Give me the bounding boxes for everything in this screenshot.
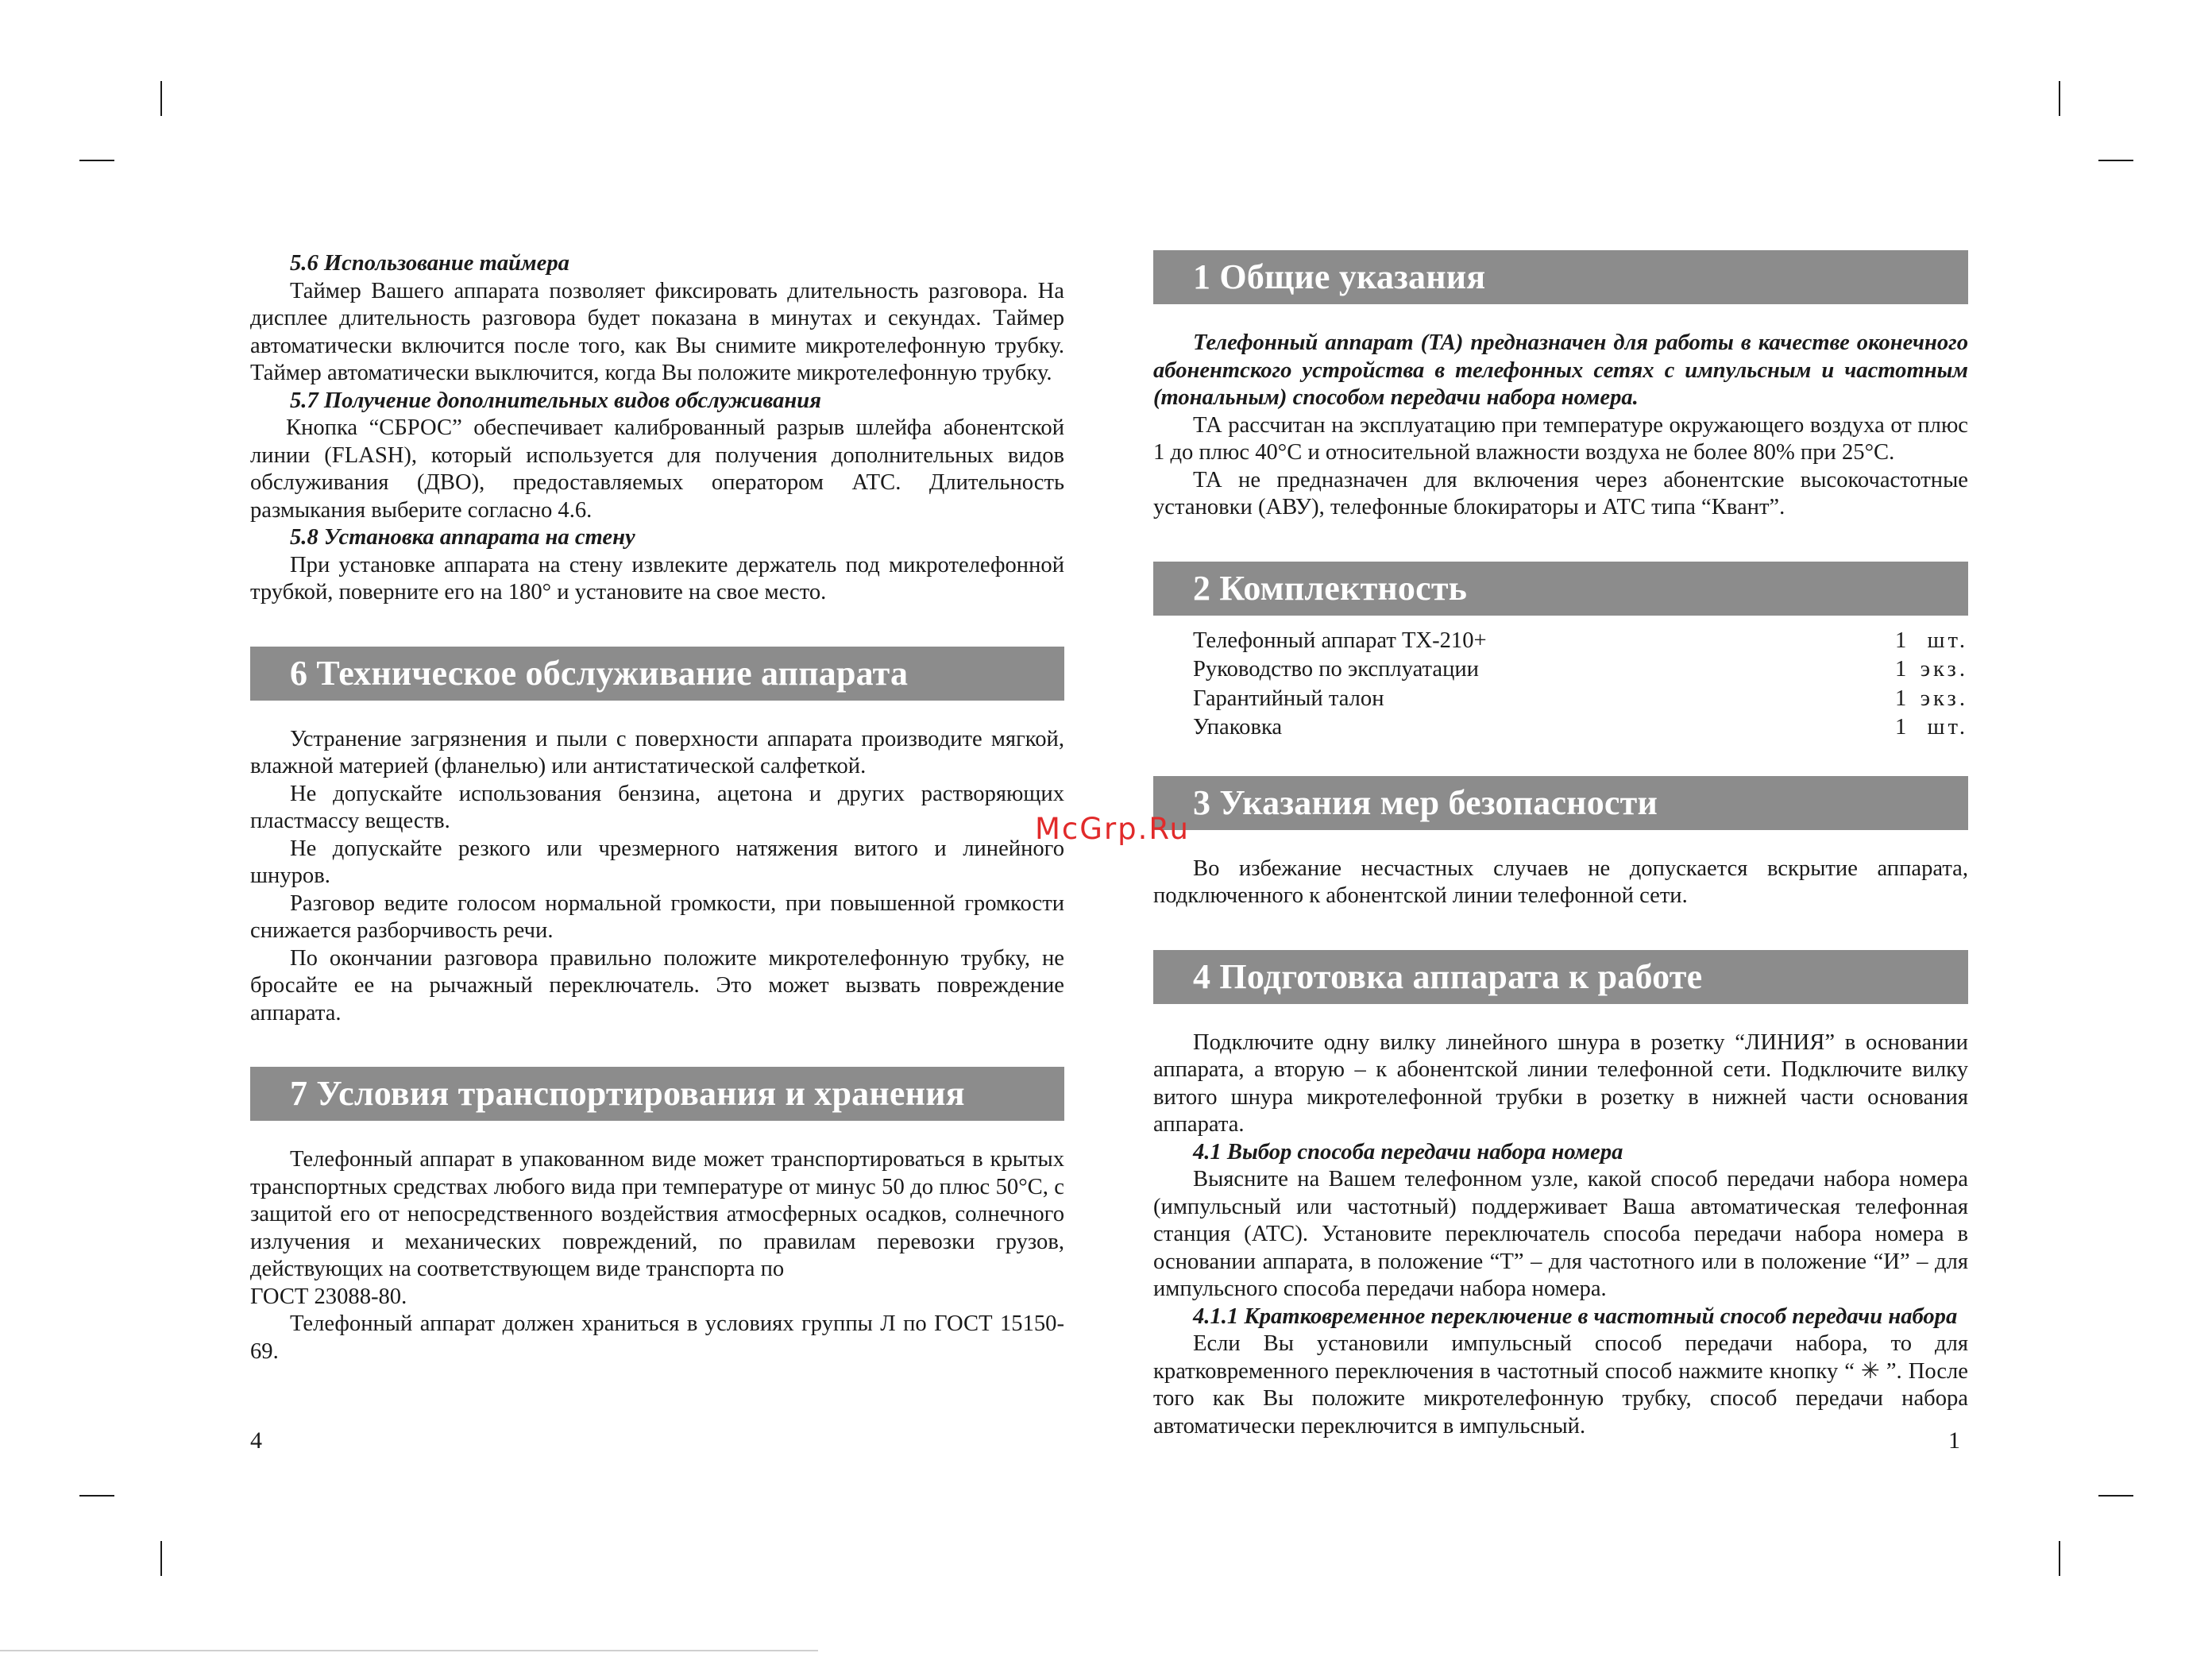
section-1-text: ТА не предназначен для включения через абонентские высокочастотные установки (АВУ), телефонные блокираторы и АТС типа “Квант”. (1153, 467, 1968, 519)
crop-mark (2059, 1541, 2060, 1576)
scan-artifact (0, 1650, 818, 1651)
section-5-6-title: 5.6 Использование таймера (290, 251, 569, 276)
section-7-gost: ГОСТ 23088-80. (250, 1284, 407, 1309)
item-name: Гарантийный талон (1193, 686, 1384, 711)
section-4-text: Подключите одну вилку линейного шнура в розетку “ЛИНИЯ” в основании аппарата, а вторую – к абонентской линии телефонной сети. Подключите вилку витого шнура микротелефонной трубки в розетку в нижней части основания аппарата. (1153, 1029, 1968, 1137)
list-item (1193, 713, 1968, 743)
crop-mark (160, 1541, 162, 1576)
section-2-heading: 2 Комплектность (1153, 562, 1968, 616)
item-unit: экз. (1920, 657, 1968, 682)
crop-mark (2059, 81, 2060, 116)
section-5-8-text: При установке аппарата на стену извлеките держатель под микротелефонной трубкой, поверните его на 180° и установите на свое место. (250, 552, 1064, 604)
crop-mark (160, 81, 162, 116)
section-5-7-title: 5.7 Получение дополнительных видов обслуживания (290, 388, 821, 413)
section-6-text: Не допускайте резкого или чрезмерного натяжения витого и линейного шнуров. (250, 836, 1064, 888)
item-qty: 1 (1895, 657, 1907, 682)
section-7-heading: 7 Условия транспортирования и хранения (250, 1067, 1064, 1121)
section-6-heading: 6 Техническое обслуживание аппарата (250, 647, 1064, 701)
section-4-1-1-title: 4.1.1 Кратковременное переключение в частотный способ передачи набора (1193, 1303, 1958, 1329)
list-item (1193, 627, 1968, 656)
list-item (1193, 685, 1968, 714)
section-5-8-title: 5.8 Установка аппарата на стену (290, 525, 635, 550)
section-3-text: Во избежание несчастных случаев не допускается вскрытие аппарата, подключенного к абонентской линии телефонной сети. (1153, 855, 1968, 908)
package-contents-list (1153, 627, 1968, 743)
item-name: Телефонный аппарат ТХ-210+ (1193, 628, 1487, 653)
section-1-text: ТА рассчитан на эксплуатацию при температуре окружающего воздуха от плюс 1 до плюс 40°С и относительной влажности воздуха не более 80% при 25°С. (1153, 412, 1968, 465)
item-qty: 1 (1895, 715, 1907, 740)
crop-mark (79, 160, 114, 161)
item-unit: шт. (1927, 628, 1968, 653)
item-qty: 1 (1895, 686, 1907, 711)
section-7-storage: Телефонный аппарат должен храниться в условиях группы Л по ГОСТ 15150-69. (250, 1311, 1064, 1364)
section-4-1-text: Выясните на Вашем телефонном узле, какой способ передачи набора номера (импульсный или частотный) поддерживает Ваша автоматическая телефонная станция (АТС). Установите переключатель способа передачи набора номера в основании аппарата, в положение “Т” – для частотного или в положение “И” – для импульсного способа передачи набора номера. (1153, 1167, 1968, 1301)
item-unit: шт. (1927, 715, 1968, 740)
item-name: Упаковка (1193, 715, 1283, 740)
page-number-left: 4 (250, 1427, 262, 1454)
section-7-text: Телефонный аппарат в упакованном виде может транспортироваться в крытых транспортных средствах любого вида при температуре от минус 50 до плюс 50°С, с защитой его от непосредственного воздействия атмосферных осадков, солнечного излучения и механических повреждений, по правилам перевозки грузов, действующих на соответствующем виде транспорта по (250, 1147, 1064, 1281)
section-1-heading: 1 Общие указания (1153, 250, 1968, 304)
list-item (1193, 655, 1968, 685)
section-4-1-title: 4.1 Выбор способа передачи набора номера (1193, 1139, 1623, 1164)
crop-mark (2098, 1495, 2133, 1497)
item-unit: экз. (1920, 686, 1968, 711)
right-page (1153, 250, 1968, 1440)
section-3-heading: 3 Указания мер безопасности (1153, 776, 1968, 830)
section-6-text: Устранение загрязнения и пыли с поверхности аппарата производите мягкой, влажной материей (фланелью) или антистатической салфеткой. (250, 726, 1064, 778)
page-number-right: 1 (1948, 1427, 1960, 1454)
section-5-7-text: Кнопка “СБРОС” обеспечивает калиброванный разрыв шлейфа абонентской линии (FLASH), который используется для получения дополнительных видов обслуживания (ДВО), предоставляемых оператором АТС. Длительность размыкания выберите согласно 4.6. (250, 415, 1064, 523)
item-name: Руководство по эксплуатации (1193, 657, 1479, 682)
crop-mark (79, 1495, 114, 1497)
section-5-6-text: Таймер Вашего аппарата позволяет фиксировать длительность разговора. На дисплее длительность разговора будет показана в минутах и секундах. Таймер автоматически включится после того, как Вы снимите микротелефонную трубку. Таймер автоматически выключится, когда Вы положите микротелефонную трубку. (250, 278, 1064, 385)
item-qty: 1 (1895, 628, 1907, 653)
section-4-1-1-text: Если Вы установили импульсный способ передачи набора, то для кратковременного переключения в частотный способ нажмите кнопку “ ✳ ”. После того как Вы положите микротелефонную трубку, способ передачи набора автоматически переключится в импульсный. (1153, 1331, 1968, 1439)
section-6-text: По окончании разговора правильно положите микротелефонную трубку, не бросайте ее на рычажный переключатель. Это может вызвать повреждение аппарата. (250, 945, 1064, 1025)
watermark: McGrp.Ru (1035, 812, 1190, 846)
section-1-lead: Телефонный аппарат (ТА) предназначен для работы в качестве оконечного абонентского устройства в телефонных сетях с импульсным и частотным (тональным) способом передачи набора номера. (1153, 330, 1968, 410)
crop-mark (2098, 160, 2133, 161)
section-4-heading: 4 Подготовка аппарата к работе (1153, 950, 1968, 1004)
section-6-text: Не допускайте использования бензина, ацетона и других растворяющих пластмассу веществ. (250, 781, 1064, 833)
section-6-text: Разговор ведите голосом нормальной громкости, при повышенной громкости снижается разборчивость речи. (250, 890, 1064, 943)
left-page (250, 250, 1064, 1365)
